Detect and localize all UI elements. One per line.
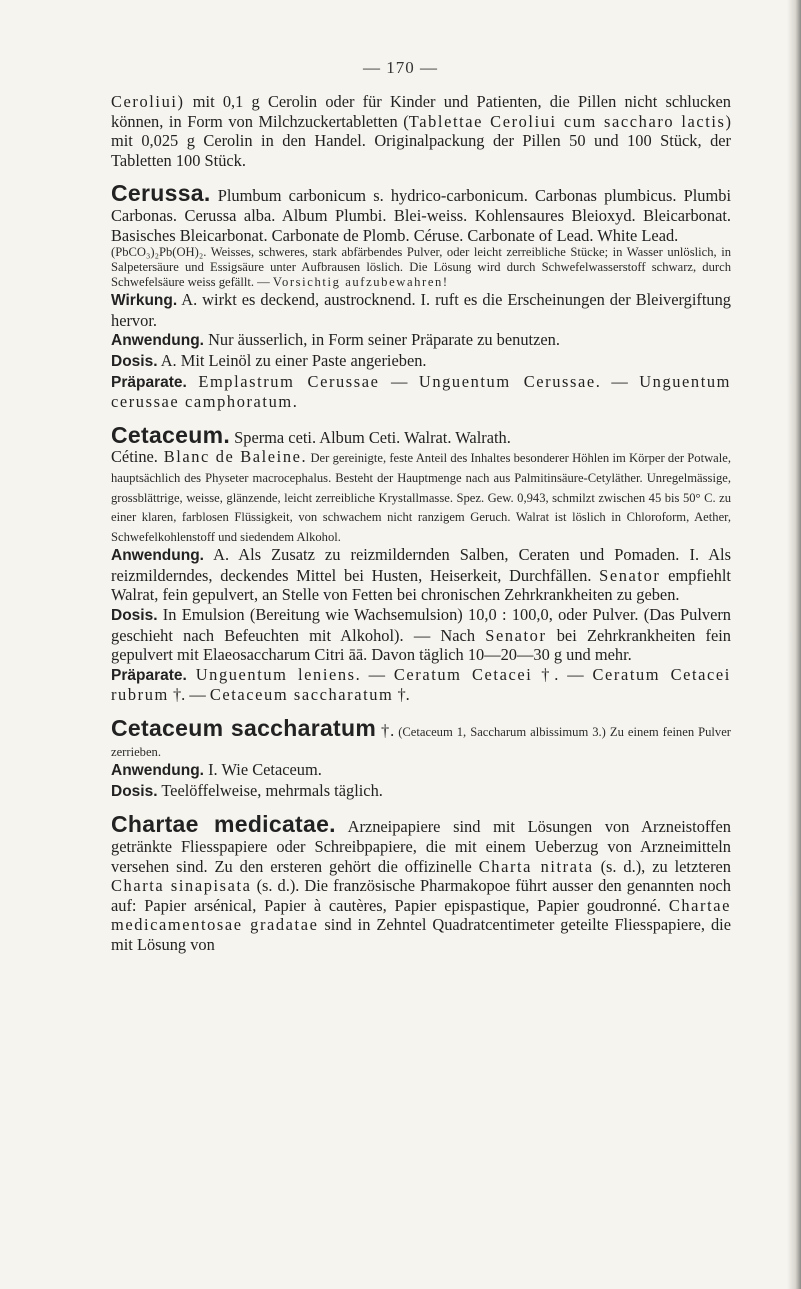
cetaceum-saccharatum-dagger: †. [376,721,395,741]
cetaceum-synonyms-2: Cétine. [111,447,158,467]
cetaceum-praeparate [111,665,731,705]
cetaceum-description: Der gereinigte, feste Anteil des Inhaltes besonderer Höhlen im Körper der Potwale, hauptsächlich des Physeter macrocephalus. Besteht der Hauptmenge nach aus Palmitinsäure-Cetyläther. Unregelmässige, grossblättrige, weisse, glänzende, leicht zerreibliche Krystallmasse. Spez. Gew. 0,943, schmilzt zwischen 45 bis 50° C. zu einer klaren, farblosen Flüssigkeit, von schwachem nicht ranzigem Geruch. Walrat ist löslich in Chloroform, Aether, Schwefelkohlenstoff und siedendem Alkohol. [111,451,731,544]
cetaceum-synonyms: Sperma ceti. Album Ceti. Walrat. Walrath. [230,427,511,447]
cerussa-anwendung-text: Nur äusserlich, in Form seiner Präparate zu benutzen. [204,330,560,350]
cetaceum-saccharatum-dosis-label: Dosis. [111,782,158,800]
cerussa-synonyms: Plumbum carbonicum s. hydrico-carbonicum. Carbonas plumbicus. Plumbi Carbonas. Cerussa alba. Album Plumbi. Blei-weiss. Kohlensaures Bleioxyd. Bleicarbonat. Basisches Bleicarbonat. Carbonate de Plomb. Céruse. Carbonate of Lead. White Lead. [111,186,731,245]
cerussa-dosis-label: Dosis. [111,352,158,370]
cetaceum-anwendung-text: A. Als Zusatz zu reizmildernden Salben, Ceraten und Pomaden. I. Als reizmilderndes, deckendes Mittel bei Husten, Heiserkeit, Durchfällen. [111,545,731,585]
cerussa-desc-text: (PbCO₃)₂Pb(OH)₂. Weisses, schweres, stark abfärbendes Pulver, oder leicht zerreibliche Stücke; in Wasser unlöslich, in Salpetersäure und Essigsäure unter Aufbrausen löslich. Die Lösung wird durch Schwefelwasserstoff schwarz, durch Schwefelsäure weiss gefällt. — [111,245,731,290]
cetaceum-anwendung [111,545,731,605]
cerussa-dosis [111,351,731,372]
cerussa-praep-sep: — [379,371,419,391]
page-edge-shadow [787,0,801,1289]
cetaceum-dosis-label: Dosis. [111,607,158,625]
cerussa-dosis-text: A. Mit Leinöl zu einer Paste angerieben. [157,350,427,370]
intro-tablet-name: Tablettae Ceroliui cum saccharo lactis [408,111,726,131]
cetaceum-heading: Cetaceum. [111,421,231,448]
intro-term: Ceroliui) [111,92,185,111]
cetaceum-saccharatum-anwendung-label: Anwendung. [111,762,204,780]
cerussa-description [111,245,731,290]
cerussa-praep-sep2: . — [595,371,640,391]
cetaceum-praeparate-label: Präparate. [111,666,187,684]
cerussa-praep-2: Unguentum Cerussae [418,371,596,391]
cetaceum-praep-1: Unguentum leniens [195,664,356,684]
page-number: — 170 — [363,58,438,77]
chartae-sinapisata: Charta sinapisata [111,876,252,896]
chartae-heading: Chartae medicatae. [111,811,336,838]
cetaceum-author-2: Senator [485,625,547,645]
cetaceum-praep-sep3: †. — [168,685,210,705]
cerussa-anwendung [111,330,731,351]
cetaceum-saccharatum-entry [111,715,732,760]
intro-paragraph [111,92,731,170]
cetaceum-entry [111,421,731,546]
chartae-text-2: (s. d.), zu letzteren [593,856,732,876]
cerussa-wirkung-label: Wirkung. [111,292,178,310]
cetaceum-praep-4: Cetaceum saccharatum [209,685,394,705]
cerussa-anwendung-label: Anwendung. [111,332,204,350]
cetaceum-praep-sep: . — [355,664,394,684]
cetaceum-dosis [111,605,731,665]
intro-text-end: ) mit 0,025 g Cerolin in den Handel. Originalpackung der Pillen 50 und 100 Stück, der Tabletten 100 Stück. [111,111,732,170]
cerussa-caution: Vorsichtig aufzubewahren! [272,275,449,290]
cetaceum-synonyms-3: Blanc de Baleine. [157,447,308,467]
chartae-gradatae: Chartae medicamentosae gradatae [111,895,731,935]
cetaceum-saccharatum-heading: Cetaceum saccharatum [111,715,377,742]
cetaceum-saccharatum-description: (Cetaceum 1, Saccharum albissimum 3.) Zu einem feinen Pulver zerrieben. [111,725,732,759]
cerussa-heading: Cerussa. [111,180,211,207]
cerussa-entry [111,180,731,245]
cerussa-praeparate-label: Präparate. [111,373,187,391]
cetaceum-saccharatum-dosis-text: Teelöffelweise, mehrmals täglich. [157,780,383,800]
cerussa-praep-1: Emplastrum Cerussae [198,371,380,391]
cetaceum-praep-sep2: †. — [532,664,593,684]
cerussa-wirkung [111,290,731,330]
cetaceum-anwendung-label: Anwendung. [111,547,204,565]
cetaceum-dosis-text-2: bei Zehrkrankheiten fein gepulvert mit Elaeosaccharum Citri āā. Davon täglich 10—20—30 g und mehr. [111,625,731,665]
chartae-text-4: sind in Zehntel Quadratcentimeter geteilte Fliesspapiere, die mit Lösung von [111,915,731,954]
cetaceum-author: Senator [599,565,661,585]
cerussa-praeparate [111,372,731,412]
cetaceum-dosis-text: In Emulsion (Bereitung wie Wachsemulsion) 10,0 : 100,0, oder Pulver. (Das Pulvern geschieht nach Befeuchten mit Alkohol). — Nach [111,605,731,645]
chartae-nitrata: Charta nitrata [478,856,594,876]
chartae-text-3: (s. d.). Die französische Pharmakopoe führt ausser den genannten noch auf: Papier arsénical, Papier à cautères, Papier epispastique, Papier goudronné. [111,876,732,915]
cetaceum-saccharatum-anwendung-text: I. Wie Cetaceum. [204,760,322,780]
page-content [111,92,731,955]
cetaceum-saccharatum-anwendung [111,760,731,781]
cetaceum-praep-2: Ceratum Cetacei [393,664,533,684]
cetaceum-saccharatum-dosis [111,781,731,802]
intro-text: mit 0,1 g Cerolin oder für Kinder und Patienten, die Pillen nicht schlucken können, in Form von Milchzuckertabletten ( [111,92,731,131]
chartae-text: Arzneipapiere sind mit Lösungen von Arzneistoffen getränkte Fliesspapiere oder Schreibpapiere, die mit einem Ueberzug von Arzneimitteln versehen sind. Zu den ersteren gehört die offizinelle [111,817,731,876]
chartae-entry [111,811,732,954]
cerussa-praep-3: Unguentum cerussae camphoratum [111,371,732,412]
cetaceum-praep-3: Ceratum Cetacei rubrum [111,664,731,705]
cetaceum-anwendung-text-2: empfiehlt Walrat, fein gepulvert, an Stelle von Fetten bei chronischen Zehrkrankheiten zu geben. [111,565,731,605]
cetaceum-praep-end: †. [393,685,410,705]
cerussa-wirkung-text: A. wirkt es deckend, austrocknend. I. ruft es die Erscheinungen der Bleivergiftung hervor. [111,290,731,330]
cerussa-praep-end: . [292,392,297,412]
